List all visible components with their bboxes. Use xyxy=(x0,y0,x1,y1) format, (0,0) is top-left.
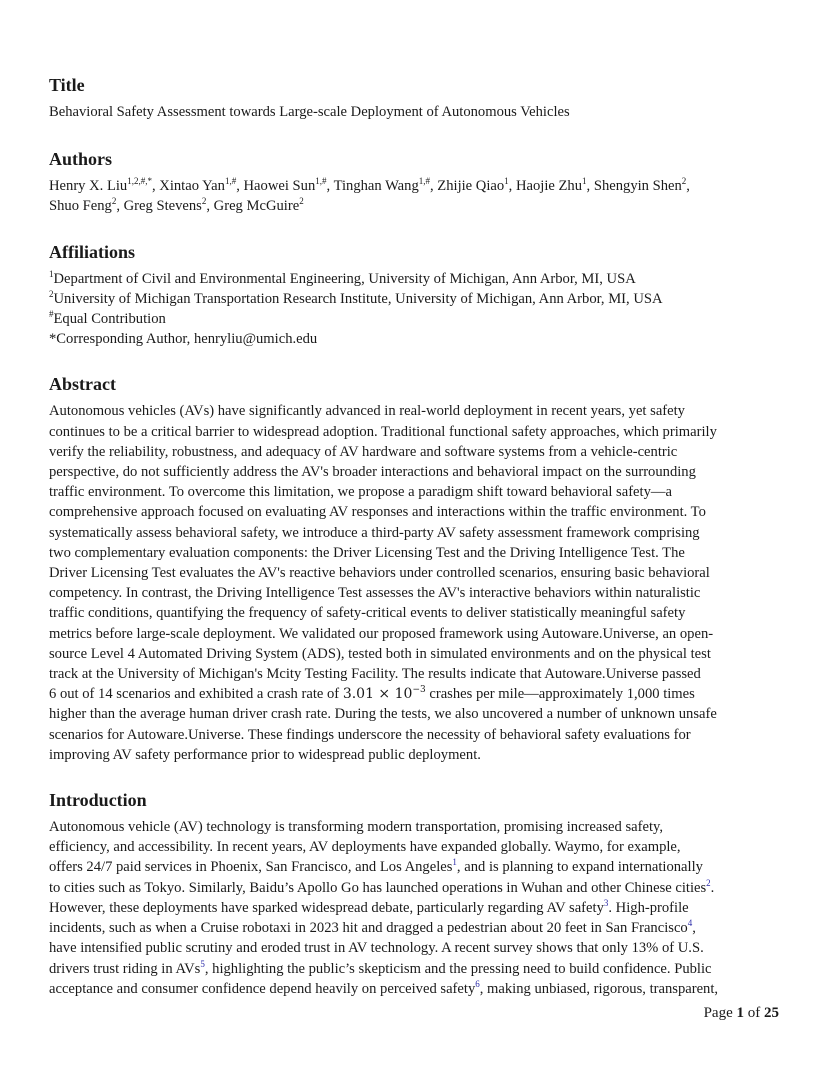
affiliation-text: Equal Contribution xyxy=(53,311,166,328)
author-affil: 1,# xyxy=(315,176,327,187)
page-number xyxy=(704,1005,779,1022)
author-affil: 2 xyxy=(681,176,687,187)
paper-title: Behavioral Safety Assessment towards Large-scale Deployment of Autonomous Vehicles xyxy=(49,104,570,120)
citation-link[interactable]: 5 xyxy=(200,958,205,969)
introduction-text: to cities such as Tokyo. Similarly, Baidu’s Apollo Go has launched operations in Wuhan and other Chinese cities xyxy=(49,879,707,896)
author: Greg McGuire xyxy=(213,198,300,215)
introduction-line xyxy=(49,878,781,898)
author-affil: 2 xyxy=(111,196,117,207)
abstract-line: traffic conditions, quantifying the frequency of safety-critical events to deliver statistically meaningful safety xyxy=(49,605,686,622)
author: Xintao Yan xyxy=(159,178,225,195)
introduction-line xyxy=(49,898,781,918)
introduction-body xyxy=(49,817,781,999)
introduction-text: drivers trust riding in AVs xyxy=(49,960,201,977)
introduction-text: , xyxy=(692,920,696,937)
author-affil: 1 xyxy=(582,176,587,187)
introduction-text: , highlighting the public’s skepticism and the pressing need to build confidence. Public xyxy=(204,960,712,977)
introduction-text: incidents, such as when a Cruise robotaxi in 2023 hit and dragged a pedestrian about 20 feet in San Francisco xyxy=(49,920,688,937)
author: Zhijie Qiao xyxy=(437,178,505,195)
introduction-line xyxy=(49,857,781,877)
abstract-line: higher than the average human driver crash rate. During the tests, we also uncovered a number of unknown unsafe xyxy=(49,706,717,723)
abstract-line: verify the reliability, robustness, and adequacy of AV hardware and software systems from a vehicle-centric xyxy=(49,443,678,460)
abstract-line: traffic environment. To overcome this limitation, we propose a paradigm shift toward behavioral safety—a xyxy=(49,484,672,501)
affiliation-item xyxy=(49,309,781,329)
introduction-text: efficiency, and accessibility. In recent years, AV deployments have expanded globally. Waymo, for example, xyxy=(49,839,681,856)
affiliation-item xyxy=(49,329,781,349)
crash-rate-value: 3.01 × 10 xyxy=(342,686,413,703)
affiliation-item xyxy=(49,289,781,309)
abstract-line: competency. In contrast, the Driving Intelligence Test assesses the AV's interactive behaviors within naturalistic xyxy=(49,585,701,602)
introduction-line xyxy=(49,817,781,837)
author-affil: 2 xyxy=(201,196,207,207)
current-page: 1 xyxy=(736,1005,744,1021)
author-affil: 1,# xyxy=(224,176,237,187)
abstract-line: track at the University of Michigan's Mcity Testing Facility. The results indicate that Autoware.Universe passed xyxy=(49,666,701,683)
abstract-line: continues to be a critical barrier to widespread adoption. Traditional functional safety approaches, which primarily xyxy=(49,423,717,440)
title-heading: Title xyxy=(49,75,85,95)
author-affil: 1 xyxy=(504,176,509,187)
corresponding-author: *Corresponding Author, henryliu@umich.edu xyxy=(49,331,318,348)
affiliation-text: Department of Civil and Environmental Engineering, University of Michigan, Ann Arbor, MI, USA xyxy=(53,270,636,287)
abstract-line: comprehensive approach focused on evaluating AV responses and interactions within the traffic environment. To xyxy=(49,504,706,521)
author-line-2: Shuo Feng$^2$, Greg Stevens$^2$, Greg McGuire$^2$ xyxy=(49,196,304,215)
introduction-line xyxy=(49,938,781,958)
citation-link[interactable]: 1 xyxy=(452,857,457,868)
paper-page xyxy=(49,74,781,999)
abstract-line: Autonomous vehicles (AVs) have significantly advanced in real-world deployment in recent years, yet safety xyxy=(49,403,685,420)
introduction-text: have intensified public scrutiny and eroded trust in AV technology. A recent survey shows that only 13% of U.S. xyxy=(49,940,704,957)
authors-heading: Authors xyxy=(49,149,113,170)
introduction-text: , and is planning to expand internationally xyxy=(456,859,703,876)
affiliation-item xyxy=(49,269,781,289)
abstract-line: two complementary evaluation components: the Driver Licensing Test and the Driving Intelligence Test. The xyxy=(49,544,685,561)
affiliation-marker: # xyxy=(49,309,54,320)
affiliation-marker: 2 xyxy=(49,288,54,299)
introduction-line xyxy=(49,918,781,938)
abstract-heading: Abstract xyxy=(49,374,116,395)
introduction-line xyxy=(49,959,781,979)
crash-rate-exponent: −3 xyxy=(412,685,426,696)
abstract-line: systematically assess behavioral safety, we introduce a third-party AV safety assessment framework comprising xyxy=(49,524,700,541)
introduction-text: . xyxy=(710,879,715,896)
author-list xyxy=(49,176,781,216)
citation-link[interactable]: 4 xyxy=(687,918,693,929)
introduction-text: . High-profile xyxy=(608,899,689,916)
author: Haowei Sun xyxy=(243,178,316,195)
introduction-line xyxy=(49,837,781,857)
author: Greg Stevens xyxy=(123,198,202,215)
affiliations-heading: Affiliations xyxy=(49,241,136,262)
author: Henry X. Liu xyxy=(49,178,128,195)
author-affil: 1,# xyxy=(418,176,430,187)
introduction-text: acceptance and consumer confidence depend heavily on perceived safety xyxy=(49,980,476,997)
author: Haojie Zhu xyxy=(515,178,583,195)
author: Shuo Feng xyxy=(49,198,112,215)
abstract-body xyxy=(49,401,781,765)
page-label: Page xyxy=(703,1005,737,1021)
abstract-line: metrics before large-scale deployment. We validated our proposed framework using Autoware.Universe, an open- xyxy=(49,625,714,642)
affiliation-text: University of Michigan Transportation Research Institute, University of Michigan, Ann Arbor, MI, USA xyxy=(53,290,663,307)
page-of-label: of xyxy=(744,1005,764,1021)
introduction-text: offers 24/7 paid services in Phoenix, San Francisco, and Los Angeles xyxy=(49,859,453,876)
introduction-text: However, these deployments have sparked widespread debate, particularly regarding AV safety xyxy=(49,899,604,916)
introduction-heading: Introduction xyxy=(49,790,147,811)
author: Tinghan Wang xyxy=(333,178,419,195)
citation-link[interactable]: 2 xyxy=(706,877,711,888)
abstract-line: Driver Licensing Test evaluates the AV's reactive behaviors under controlled scenarios, ensuring basic behavioral xyxy=(49,565,710,582)
citation-link[interactable]: 6 xyxy=(475,978,480,989)
author-affil: 1,2,#,* xyxy=(127,176,152,187)
author-line-1: Henry X. Liu$^{1,2,\#,*}$, Xintao Yan$^{1,\#}$, Haowei Sun$^{1,\#}$, Tinghan Wang$^{1,\#}$, Zhijie Qiao$^1$, Haojie Zhu$^1$, Shengyin Shen$^2$, xyxy=(49,176,690,195)
author: Shengyin Shen xyxy=(593,178,682,195)
citation-link[interactable]: 3 xyxy=(603,897,609,908)
abstract-text: crashes per mile—approximately 1,000 times xyxy=(425,686,695,703)
abstract-line: scenarios for Autoware.Universe. These findings underscore the necessity of behavioral safety evaluations for xyxy=(49,726,691,743)
introduction-text: , making unbiased, rigorous, transparent, xyxy=(479,980,719,997)
introduction-text: Autonomous vehicle (AV) technology is transforming modern transportation, promising increased safety, xyxy=(49,819,664,836)
affiliation-marker: 1 xyxy=(49,268,54,279)
abstract-crash-rate-line xyxy=(49,684,781,704)
abstract-line: source Level 4 Automated Driving System (ADS), tested both in simulated environments and on the physical test xyxy=(49,645,711,662)
total-pages: 25 xyxy=(764,1005,779,1021)
introduction-line xyxy=(49,979,781,999)
abstract-line: perspective, do not sufficiently address the AV's broader interactions and behavioral impact on the surrounding xyxy=(49,464,696,481)
abstract-text: 6 out of 14 scenarios and exhibited a crash rate of xyxy=(49,686,343,703)
affiliation-list xyxy=(49,269,781,350)
author-affil: 2 xyxy=(299,196,304,207)
abstract-line: improving AV safety performance prior to widespread public deployment. xyxy=(49,746,481,763)
